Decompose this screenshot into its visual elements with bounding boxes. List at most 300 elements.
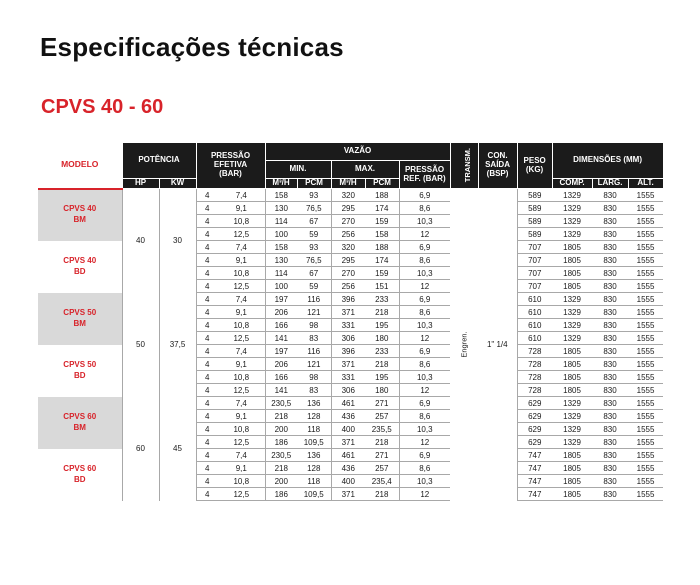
- header-m3h-min: M³/H: [265, 179, 297, 189]
- vazao-max-pcm: 271: [365, 397, 399, 410]
- pressao-efetiva-b: 7,4: [218, 345, 265, 358]
- pressao-efetiva-a: 4: [196, 189, 218, 202]
- vazao-max-pcm: 195: [365, 371, 399, 384]
- vazao-max-pcm: 218: [365, 488, 399, 501]
- peso: 707: [517, 241, 552, 254]
- model-variant: BM: [73, 422, 86, 432]
- vazao-min-m3h: 114: [265, 215, 297, 228]
- larg: 830: [592, 241, 628, 254]
- vazao-min-m3h: 206: [265, 306, 297, 319]
- alt: 1555: [628, 397, 663, 410]
- alt: 1555: [628, 371, 663, 384]
- pressao-efetiva-b: 9,1: [218, 202, 265, 215]
- peso: 610: [517, 293, 552, 306]
- comp: 1329: [552, 189, 592, 202]
- larg: 830: [592, 332, 628, 345]
- vazao-max-m3h: 256: [331, 280, 365, 293]
- vazao-min-m3h: 200: [265, 423, 297, 436]
- vazao-max-pcm: 159: [365, 215, 399, 228]
- header-dimensoes: DIMENSÕES (MM): [552, 143, 663, 179]
- pressao-efetiva-a: 4: [196, 254, 218, 267]
- vazao-min-m3h: 100: [265, 280, 297, 293]
- comp: 1805: [552, 488, 592, 501]
- model-variant: BD: [73, 474, 86, 484]
- vazao-min-m3h: 158: [265, 189, 297, 202]
- larg: 830: [592, 306, 628, 319]
- comp: 1329: [552, 202, 592, 215]
- alt: 1555: [628, 202, 663, 215]
- vazao-min-m3h: 114: [265, 267, 297, 280]
- vazao-max-m3h: 371: [331, 358, 365, 371]
- vazao-max-pcm: 257: [365, 462, 399, 475]
- peso: 747: [517, 488, 552, 501]
- model-variant: BD: [73, 370, 86, 380]
- model-name: CPVS 60: [63, 411, 97, 421]
- alt: 1555: [628, 254, 663, 267]
- power-hp: 40: [122, 189, 159, 293]
- vazao-max-m3h: 371: [331, 488, 365, 501]
- pressao-efetiva-b: 7,4: [218, 293, 265, 306]
- larg: 830: [592, 475, 628, 488]
- model-cell: [38, 449, 122, 501]
- vazao-min-pcm: 67: [297, 267, 331, 280]
- header-transm: TRANSM.: [450, 143, 478, 189]
- pressao-ref: 8,6: [399, 254, 450, 267]
- pressao-efetiva-b: 7,4: [218, 397, 265, 410]
- comp: 1329: [552, 319, 592, 332]
- table-body: [38, 189, 663, 501]
- vazao-min-m3h: 141: [265, 332, 297, 345]
- larg: 830: [592, 397, 628, 410]
- vazao-max-pcm: 151: [365, 280, 399, 293]
- vazao-max-m3h: 270: [331, 267, 365, 280]
- comp: 1805: [552, 384, 592, 397]
- vazao-min-m3h: 166: [265, 319, 297, 332]
- model-name: CPVS 60: [63, 463, 97, 473]
- header-potencia: POTÊNCIA: [122, 143, 196, 179]
- pressao-ref: 6,9: [399, 293, 450, 306]
- pressao-ref: 8,6: [399, 358, 450, 371]
- peso: 747: [517, 449, 552, 462]
- vazao-max-pcm: 257: [365, 410, 399, 423]
- vazao-min-pcm: 83: [297, 384, 331, 397]
- comp: 1329: [552, 332, 592, 345]
- vazao-max-m3h: 371: [331, 436, 365, 449]
- larg: 830: [592, 358, 628, 371]
- peso: 610: [517, 332, 552, 345]
- larg: 830: [592, 293, 628, 306]
- vazao-min-pcm: 93: [297, 189, 331, 202]
- vazao-min-pcm: 116: [297, 293, 331, 306]
- header-hp: HP: [122, 179, 159, 189]
- vazao-min-m3h: 130: [265, 254, 297, 267]
- vazao-max-m3h: 396: [331, 293, 365, 306]
- model-name: CPVS 40: [63, 255, 97, 265]
- vazao-max-m3h: 320: [331, 241, 365, 254]
- comp: 1805: [552, 462, 592, 475]
- header-pcm-min: PCM: [297, 179, 331, 189]
- vazao-min-m3h: 197: [265, 345, 297, 358]
- peso: 629: [517, 397, 552, 410]
- pressao-efetiva-b: 10,8: [218, 319, 265, 332]
- alt: 1555: [628, 488, 663, 501]
- comp: 1329: [552, 397, 592, 410]
- pressao-efetiva-b: 12,5: [218, 228, 265, 241]
- peso: 629: [517, 410, 552, 423]
- vazao-min-m3h: 130: [265, 202, 297, 215]
- pressao-efetiva-b: 9,1: [218, 462, 265, 475]
- vazao-max-m3h: 436: [331, 410, 365, 423]
- vazao-max-m3h: 270: [331, 215, 365, 228]
- model-variant: BM: [73, 318, 86, 328]
- vazao-min-m3h: 200: [265, 475, 297, 488]
- vazao-min-pcm: 136: [297, 397, 331, 410]
- pressao-efetiva-a: 4: [196, 488, 218, 501]
- pressao-efetiva-b: 12,5: [218, 384, 265, 397]
- comp: 1329: [552, 228, 592, 241]
- pressao-ref: 6,9: [399, 345, 450, 358]
- vazao-max-m3h: 371: [331, 306, 365, 319]
- vazao-min-m3h: 230,5: [265, 397, 297, 410]
- larg: 830: [592, 319, 628, 332]
- vazao-max-pcm: 158: [365, 228, 399, 241]
- header-alt: ALT.: [628, 179, 663, 189]
- header-max: MAX.: [331, 161, 399, 179]
- pressao-efetiva-a: 4: [196, 436, 218, 449]
- model-cell: [38, 293, 122, 345]
- vazao-max-pcm: 235,5: [365, 423, 399, 436]
- model-cell: [38, 189, 122, 241]
- pressao-efetiva-b: 7,4: [218, 189, 265, 202]
- alt: 1555: [628, 410, 663, 423]
- model-variant: BD: [73, 266, 86, 276]
- peso: 707: [517, 280, 552, 293]
- pressao-efetiva-a: 4: [196, 345, 218, 358]
- vazao-max-m3h: 436: [331, 462, 365, 475]
- comp: 1805: [552, 280, 592, 293]
- alt: 1555: [628, 436, 663, 449]
- page-title: Especificações técnicas: [40, 32, 344, 62]
- pressao-efetiva-b: 10,8: [218, 475, 265, 488]
- vazao-min-m3h: 186: [265, 436, 297, 449]
- pressao-ref: 8,6: [399, 410, 450, 423]
- alt: 1555: [628, 345, 663, 358]
- vazao-min-m3h: 218: [265, 462, 297, 475]
- header-vazao: VAZÃO: [265, 143, 450, 161]
- pressao-ref: 8,6: [399, 306, 450, 319]
- alt: 1555: [628, 423, 663, 436]
- pressao-efetiva-b: 12,5: [218, 436, 265, 449]
- vazao-min-pcm: 67: [297, 215, 331, 228]
- alt: 1555: [628, 293, 663, 306]
- vazao-max-pcm: 188: [365, 189, 399, 202]
- vazao-min-pcm: 59: [297, 228, 331, 241]
- model-variant: BM: [73, 215, 86, 224]
- peso: 629: [517, 436, 552, 449]
- peso: 747: [517, 462, 552, 475]
- vazao-min-pcm: 76,5: [297, 202, 331, 215]
- vazao-min-pcm: 118: [297, 475, 331, 488]
- pressao-ref: 12: [399, 228, 450, 241]
- vazao-max-pcm: 218: [365, 306, 399, 319]
- vazao-min-pcm: 109,5: [297, 488, 331, 501]
- section-title: CPVS 40 - 60: [41, 96, 164, 118]
- pressao-efetiva-b: 10,8: [218, 423, 265, 436]
- vazao-min-m3h: 186: [265, 488, 297, 501]
- header-m3h-max: M³/H: [331, 179, 365, 189]
- vazao-min-m3h: 197: [265, 293, 297, 306]
- larg: 830: [592, 384, 628, 397]
- pressao-efetiva-a: 4: [196, 397, 218, 410]
- peso: 747: [517, 475, 552, 488]
- pressao-efetiva-a: 4: [196, 384, 218, 397]
- power-kw: 45: [159, 397, 196, 501]
- alt: 1555: [628, 306, 663, 319]
- vazao-max-m3h: 295: [331, 254, 365, 267]
- vazao-max-m3h: 306: [331, 384, 365, 397]
- vazao-max-pcm: 271: [365, 449, 399, 462]
- vazao-max-pcm: 174: [365, 202, 399, 215]
- header-comp: COMP.: [552, 179, 592, 189]
- vazao-max-pcm: 180: [365, 332, 399, 345]
- vazao-min-pcm: 116: [297, 345, 331, 358]
- peso: 610: [517, 306, 552, 319]
- vazao-min-m3h: 218: [265, 410, 297, 423]
- pressao-ref: 6,9: [399, 241, 450, 254]
- vazao-min-pcm: 121: [297, 306, 331, 319]
- alt: 1555: [628, 241, 663, 254]
- larg: 830: [592, 189, 628, 202]
- vazao-max-m3h: 400: [331, 475, 365, 488]
- pressao-efetiva-a: 4: [196, 228, 218, 241]
- vazao-min-pcm: 128: [297, 462, 331, 475]
- pressao-efetiva-a: 4: [196, 449, 218, 462]
- header-con-saida: CON. SAÍDA (BSP): [478, 143, 517, 189]
- alt: 1555: [628, 215, 663, 228]
- peso: 589: [517, 189, 552, 202]
- pressao-ref: 12: [399, 436, 450, 449]
- transm-value: Engren.: [459, 331, 469, 358]
- vazao-min-pcm: 59: [297, 280, 331, 293]
- model-cell: [38, 345, 122, 397]
- vazao-max-pcm: 218: [365, 436, 399, 449]
- larg: 830: [592, 371, 628, 384]
- larg: 830: [592, 410, 628, 423]
- pressao-efetiva-b: 12,5: [218, 488, 265, 501]
- alt: 1555: [628, 280, 663, 293]
- model-name: CPVS 50: [63, 359, 97, 369]
- pressao-ref: 10,3: [399, 475, 450, 488]
- header-kw: KW: [159, 179, 196, 189]
- model-cell: [38, 397, 122, 449]
- power-kw: 37,5: [159, 293, 196, 397]
- larg: 830: [592, 449, 628, 462]
- larg: 830: [592, 267, 628, 280]
- table-header: [38, 143, 663, 189]
- pressao-efetiva-b: 7,4: [218, 449, 265, 462]
- alt: 1555: [628, 319, 663, 332]
- peso: 728: [517, 371, 552, 384]
- table-row: [38, 397, 663, 410]
- pressao-efetiva-b: 12,5: [218, 332, 265, 345]
- pressao-ref: 12: [399, 488, 450, 501]
- alt: 1555: [628, 358, 663, 371]
- alt: 1555: [628, 475, 663, 488]
- pressao-efetiva-b: 9,1: [218, 306, 265, 319]
- vazao-max-m3h: 396: [331, 345, 365, 358]
- vazao-min-pcm: 98: [297, 319, 331, 332]
- vazao-min-m3h: 230,5: [265, 449, 297, 462]
- larg: 830: [592, 436, 628, 449]
- vazao-max-m3h: 331: [331, 319, 365, 332]
- comp: 1329: [552, 436, 592, 449]
- power-kw: 30: [159, 189, 196, 293]
- header-pcm-max: PCM: [365, 179, 399, 189]
- comp: 1805: [552, 267, 592, 280]
- larg: 830: [592, 254, 628, 267]
- larg: 830: [592, 280, 628, 293]
- vazao-min-m3h: 141: [265, 384, 297, 397]
- peso: 589: [517, 215, 552, 228]
- vazao-max-m3h: 461: [331, 449, 365, 462]
- vazao-min-pcm: 136: [297, 449, 331, 462]
- pressao-ref: 10,3: [399, 267, 450, 280]
- larg: 830: [592, 423, 628, 436]
- vazao-min-pcm: 118: [297, 423, 331, 436]
- power-hp: 50: [122, 293, 159, 397]
- pressao-efetiva-a: 4: [196, 267, 218, 280]
- peso: 707: [517, 254, 552, 267]
- pressao-efetiva-a: 4: [196, 319, 218, 332]
- larg: 830: [592, 488, 628, 501]
- pressao-ref: 12: [399, 280, 450, 293]
- vazao-min-m3h: 100: [265, 228, 297, 241]
- vazao-max-pcm: 235,4: [365, 475, 399, 488]
- comp: 1805: [552, 241, 592, 254]
- vazao-max-pcm: 174: [365, 254, 399, 267]
- pressao-efetiva-b: 9,1: [218, 410, 265, 423]
- comp: 1329: [552, 423, 592, 436]
- table-row: [38, 293, 663, 306]
- model-cell: [38, 241, 122, 293]
- vazao-max-pcm: 195: [365, 319, 399, 332]
- transm-cell: [450, 189, 478, 501]
- alt: 1555: [628, 462, 663, 475]
- peso: 728: [517, 384, 552, 397]
- comp: 1329: [552, 410, 592, 423]
- larg: 830: [592, 202, 628, 215]
- vazao-max-pcm: 233: [365, 345, 399, 358]
- vazao-max-m3h: 461: [331, 397, 365, 410]
- vazao-max-pcm: 218: [365, 358, 399, 371]
- header-pressao-ref: PRESSÃO REF. (BAR): [399, 161, 450, 189]
- pressao-efetiva-b: 10,8: [218, 371, 265, 384]
- pressao-efetiva-b: 9,1: [218, 358, 265, 371]
- alt: 1555: [628, 332, 663, 345]
- header-pressao-efetiva: PRESSÃO EFETIVA (BAR): [196, 143, 265, 189]
- vazao-max-pcm: 188: [365, 241, 399, 254]
- pressao-efetiva-b: 9,1: [218, 254, 265, 267]
- vazao-min-pcm: 121: [297, 358, 331, 371]
- pressao-efetiva-a: 4: [196, 332, 218, 345]
- pressao-efetiva-a: 4: [196, 462, 218, 475]
- alt: 1555: [628, 384, 663, 397]
- vazao-max-m3h: 320: [331, 189, 365, 202]
- larg: 830: [592, 462, 628, 475]
- pressao-efetiva-a: 4: [196, 241, 218, 254]
- comp: 1805: [552, 358, 592, 371]
- pressao-efetiva-a: 4: [196, 371, 218, 384]
- pressao-ref: 10,3: [399, 371, 450, 384]
- alt: 1555: [628, 228, 663, 241]
- vazao-max-pcm: 159: [365, 267, 399, 280]
- pressao-ref: 12: [399, 332, 450, 345]
- comp: 1805: [552, 371, 592, 384]
- pressao-efetiva-a: 4: [196, 358, 218, 371]
- pressao-efetiva-a: 4: [196, 202, 218, 215]
- pressao-ref: 10,3: [399, 423, 450, 436]
- pressao-efetiva-a: 4: [196, 215, 218, 228]
- vazao-min-pcm: 109,5: [297, 436, 331, 449]
- peso: 589: [517, 228, 552, 241]
- spec-table: [38, 142, 664, 501]
- pressao-efetiva-a: 4: [196, 306, 218, 319]
- pressao-efetiva-b: 10,8: [218, 215, 265, 228]
- peso: 629: [517, 423, 552, 436]
- vazao-max-m3h: 306: [331, 332, 365, 345]
- pressao-ref: 6,9: [399, 449, 450, 462]
- pressao-ref: 8,6: [399, 202, 450, 215]
- comp: 1329: [552, 215, 592, 228]
- comp: 1805: [552, 475, 592, 488]
- pressao-efetiva-a: 4: [196, 293, 218, 306]
- vazao-min-pcm: 93: [297, 241, 331, 254]
- comp: 1805: [552, 449, 592, 462]
- header-peso: PESO (KG): [517, 143, 552, 189]
- model-name: CPVS 40: [63, 204, 97, 214]
- comp: 1329: [552, 293, 592, 306]
- pressao-ref: 6,9: [399, 189, 450, 202]
- alt: 1555: [628, 189, 663, 202]
- pressao-efetiva-b: 10,8: [218, 267, 265, 280]
- header-modelo: MODELO: [38, 143, 122, 189]
- pressao-efetiva-a: 4: [196, 475, 218, 488]
- pressao-ref: 12: [399, 384, 450, 397]
- peso: 707: [517, 267, 552, 280]
- pressao-ref: 10,3: [399, 215, 450, 228]
- pressao-efetiva-a: 4: [196, 280, 218, 293]
- pressao-efetiva-a: 4: [196, 423, 218, 436]
- larg: 830: [592, 228, 628, 241]
- alt: 1555: [628, 449, 663, 462]
- pressao-ref: 6,9: [399, 397, 450, 410]
- peso: 728: [517, 345, 552, 358]
- vazao-max-m3h: 256: [331, 228, 365, 241]
- comp: 1805: [552, 254, 592, 267]
- vazao-max-pcm: 180: [365, 384, 399, 397]
- table-row: [38, 189, 663, 202]
- vazao-min-m3h: 158: [265, 241, 297, 254]
- con-saida-cell: 1" 1/4: [486, 340, 508, 350]
- larg: 830: [592, 345, 628, 358]
- pressao-ref: 10,3: [399, 319, 450, 332]
- peso: 610: [517, 319, 552, 332]
- vazao-max-pcm: 233: [365, 293, 399, 306]
- pressao-efetiva-b: 7,4: [218, 241, 265, 254]
- vazao-min-pcm: 98: [297, 371, 331, 384]
- pressao-efetiva-b: 12,5: [218, 280, 265, 293]
- vazao-min-pcm: 76,5: [297, 254, 331, 267]
